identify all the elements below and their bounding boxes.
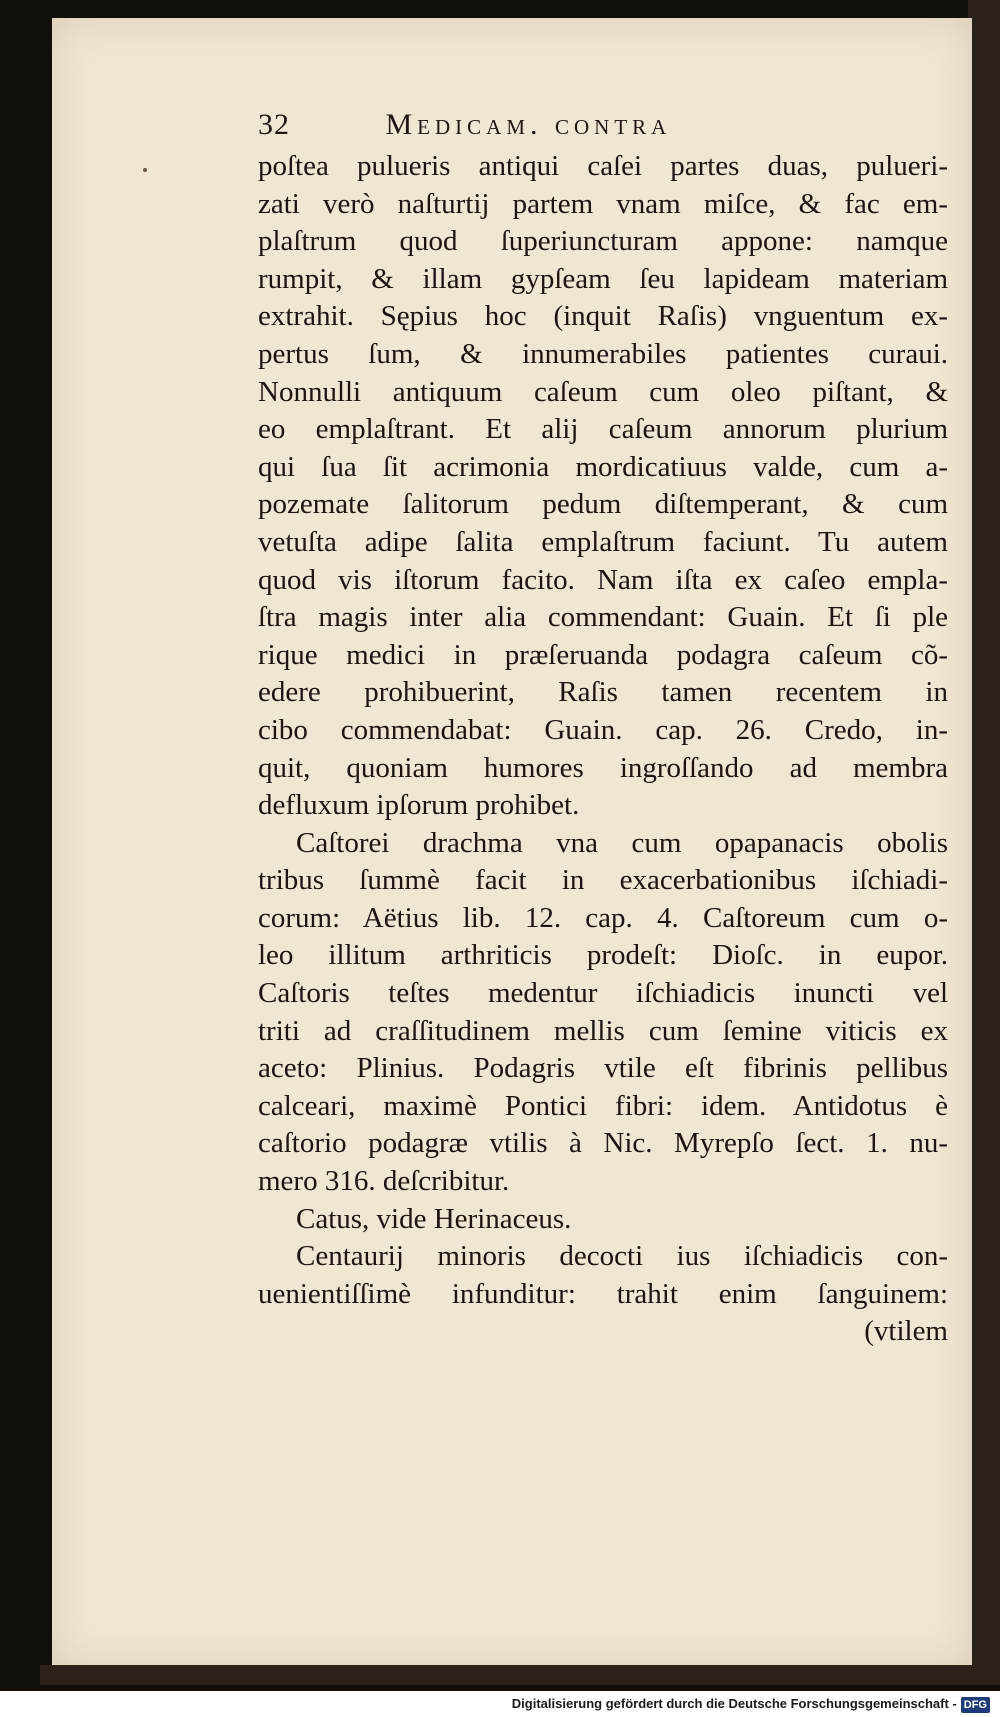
text-line: extrahit. Sępius hoc (inquit Raſis) vnguentum ex- — [258, 300, 948, 333]
text-line: Nonnulli antiquum caſeum cum oleo piſtant, & — [258, 375, 948, 408]
text-line: ſtra magis inter alia commendant: Guain. Et ſi ple — [258, 601, 948, 634]
text-line: rique medici in præſeruanda podagra caſeum cõ- — [258, 638, 948, 671]
text-line: quit, quoniam humores ingroſſando ad membra — [258, 751, 948, 784]
catchword: (vtilem — [864, 1315, 948, 1348]
page-right-edge — [968, 0, 1000, 1680]
text-line: eo emplaſtrant. Et alij caſeum annorum plurium — [258, 413, 948, 446]
text-line: aceto: Plinius. Podagris vtile eſt fibrinis pellibus — [258, 1052, 948, 1085]
text-line: triti ad craſſitudinem mellis cum ſemine viticis ex — [258, 1014, 948, 1047]
credit-text: Digitalisierung gefördert durch die Deutsche Forschungsgemeinschaft - — [511, 1696, 957, 1711]
dfg-logo: DFG — [961, 1697, 990, 1713]
text-line: pozemate ſalitorum pedum diſtemperant, & cum — [258, 488, 948, 521]
text-line: quod vis iſtorum facito. Nam iſta ex caſeo empla- — [258, 563, 948, 596]
text-line: Caſtoris teſtes medentur iſchiadicis inuncti vel — [258, 977, 948, 1010]
page-bottom-edge — [40, 1665, 1000, 1685]
text-line: cibo commendabat: Guain. cap. 26. Credo, in- — [258, 713, 948, 746]
text-line: leo illitum arthriticis prodeſt: Dioſc. in eupor. — [258, 939, 948, 972]
text-line: zati verò naſturtij partem vnam miſce, & fac em- — [258, 187, 948, 220]
text-line: Catus, vide Herinaceus. — [296, 1202, 572, 1235]
text-line: poſtea pulueris antiqui caſei partes duas, pulueri- — [258, 150, 948, 182]
text-line: qui ſua ſit acrimonia mordicatiuus valde, cum a- — [258, 450, 948, 483]
text-line: plaſtrum quod ſuperiuncturam appone: namque — [258, 225, 948, 258]
digitization-credit — [504, 1691, 994, 1717]
text-line: edere prohibuerint, Raſis tamen recentem in — [258, 676, 948, 709]
running-head — [258, 108, 858, 148]
text-line: caſtorio podagræ vtilis à Nic. Myrepſo ſect. 1. nu- — [258, 1127, 948, 1160]
text-line: corum: Aëtius lib. 12. cap. 4. Caſtoreum cum o- — [258, 901, 948, 934]
text-line: vetuſta adipe ſalita emplaſtrum faciunt. Tu autem — [258, 525, 948, 558]
text-line: calceari, maximè Pontici fibri: idem. Antidotus è — [258, 1089, 948, 1122]
running-title: Medicam. contra — [385, 108, 672, 141]
text-line: uenientiſſimè infunditur: trahit enim ſanguinem: — [258, 1277, 948, 1310]
text-line: Caſtorei drachma vna cum opapanacis obolis — [296, 826, 948, 859]
text-line: Centaurij minoris decocti ius iſchiadicis con- — [296, 1240, 948, 1273]
text-line: defluxum ipſorum prohibet. — [258, 789, 580, 822]
text-line: pertus ſum, & innumerabiles patientes curaui. — [258, 337, 948, 370]
page-number: 32 — [258, 108, 290, 141]
margin-mark — [143, 168, 147, 172]
body-text — [258, 148, 948, 1351]
text-line: mero 316. deſcribitur. — [258, 1165, 510, 1198]
text-line: tribus ſummè facit in exacerbationibus iſchiadi- — [258, 864, 948, 897]
text-line: rumpit, & illam gypſeam ſeu lapideam materiam — [258, 262, 948, 295]
